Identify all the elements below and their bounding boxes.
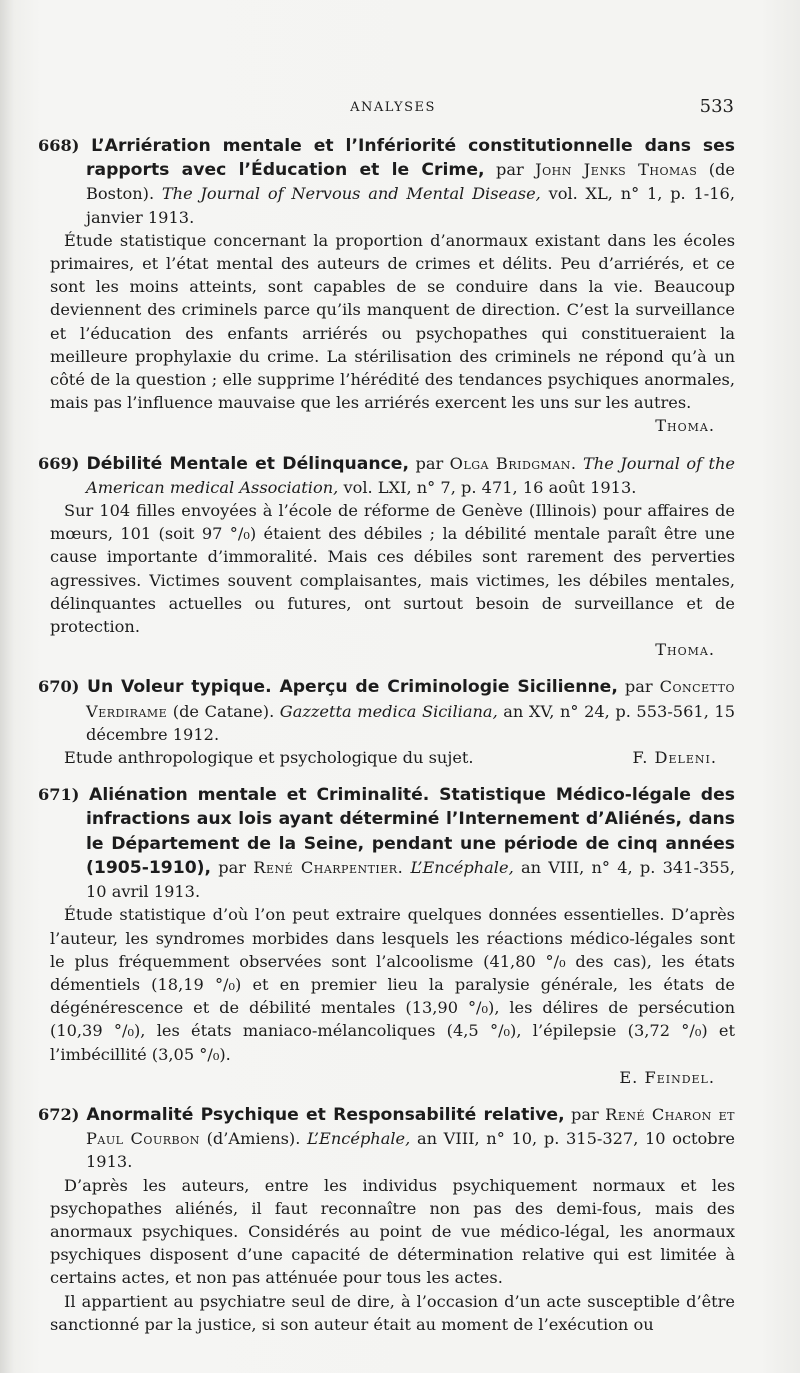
entry-body (50, 903, 735, 1065)
entry-citation: an XV, n° 24, p. 553-561, 15 décembre 1912. (86, 701, 735, 744)
entry-title: Un Voleur typique. Aperçu de Criminologie Sicilienne, (87, 677, 618, 698)
entry-body (50, 1174, 735, 1336)
entry-author: Concetto Verdirame (86, 677, 736, 721)
entry-journal: L’Encéphale, (410, 857, 514, 877)
entry-author: René Charpentier. (253, 857, 404, 877)
entry-title: Anormalité Psychique et Responsabilité relative, (86, 1104, 565, 1125)
entry-ref: (de Boston). (86, 160, 735, 204)
entry-paragraph: D’après les auteurs, entre les individus psychiquement normaux et les psychopathes aliénés, il faut reconnaître non pas des demi-fous, mais des anormaux psychiques. Considérés au point de vue médico-légal, les anormaux psychiques disposent d’une capacité de détermination relative qui est limitée à certains actes, et non pas atténuée pour tous les actes. (50, 1175, 735, 1288)
entry-672 (38, 1103, 735, 1336)
entry-heading (38, 452, 736, 499)
entry-title: L’Arriération mentale et l’Infériorité constitutionnelle dans ses rapports avec l’Éducation et le Crime, (86, 136, 735, 181)
entry-paragraph-text: Etude anthropologique et psychologique du sujet. (64, 748, 474, 768)
entry-citation: vol. LXI, n° 7, p. 471, 16 août 1913. (343, 477, 637, 497)
entry-number: 668) (38, 136, 80, 155)
entry-journal: The Journal of Nervous and Mental Disease, (161, 184, 541, 204)
entry-by: par (218, 857, 247, 877)
running-title: ANALYSES (350, 100, 436, 115)
entry-paragraph: Étude statistique d’où l’on peut extraire quelques données essentielles. D’après l’auteur, les syndromes morbides dans lesquels les réactions médico-légales sont le plus fréquemment observées sont l’alcoolisme (41,80 °/₀ des cas), les états démentiels (18,19 °/₀) et en premier lieu la paralysie générale, les états de dégénérescence et de débilité mentales (13,90 °/₀), les délires de persécution (10,39 °/₀), les états maniaco-mélancoliques (4,5 °/₀), l’épilepsie (3,72 °/₀) et l’imbécillité (3,05 °/₀). (50, 905, 735, 1064)
entry-author: Olga Bridgman. (449, 453, 577, 473)
entry-signature: Thoma. (655, 416, 715, 436)
entry-by: par (570, 1104, 599, 1124)
page-number: 533 (699, 96, 734, 117)
entry-signature: F. Deleni. (632, 748, 717, 768)
running-header (52, 98, 734, 120)
entry-author: John Jenks Thomas (535, 160, 698, 180)
entry-670 (38, 675, 736, 769)
entry-by: par (415, 453, 444, 473)
entry-signature: E. Feindel. (619, 1067, 715, 1087)
entry-by: par (495, 160, 524, 180)
entry-journal: Gazzetta medica Siciliana, (279, 701, 498, 721)
entry-ref: (de Catane). (172, 701, 275, 721)
entry-body (50, 499, 735, 638)
entry-paragraph: Étude statistique concernant la proportion d’anormaux existant dans les écoles primaires, et l’état mental des auteurs de crimes et délits. Peu d’arriérés, et ce sont les moins atteints, sont capables de se conduire dans la vie. Beaucoup deviennent des criminels parce qu’ils manquent de direction. C’est la surveillance et l’éducation des enfants arriérés ou psychopathes qui constitueraient la meilleure prophylaxie du crime. La stérilisation des criminels ne répond qu’à un côté de la question ; elle supprime l’hérédité des tendances psychiques anormales, mais pas l’influence mauvaise que les arriérés exercent les uns sur les autres. (50, 230, 735, 413)
entry-signature: Thoma. (655, 640, 715, 660)
entry-title: Débilité Mentale et Délinquance, (86, 453, 409, 474)
entry-title: Aliénation mentale et Criminalité. Statistique Médico-légale des infractions aux lois ayant déterminé l’Internement d’Aliénés, dans le Département de la Seine, pendant une période de cinq années (1905-1910), (86, 785, 735, 878)
entry-citation: an VIII, n° 10, p. 315-327, 10 octobre 1913. (86, 1129, 735, 1172)
entry-heading (38, 1103, 735, 1174)
entry-body (50, 746, 735, 769)
entry-number: 670) (38, 677, 80, 697)
entry-body (50, 229, 735, 415)
entry-ref: (d’Amiens). (206, 1129, 301, 1149)
entry-paragraph: Sur 104 filles envoyées à l’école de réforme de Genève (Illinois) pour affaires de mœurs, 101 (soit 97 °/₀) étaient des débiles ; la débilité mentale paraît être une cause importante d’immoralité. Mais ces débiles sont rarement des perverties agressives. Victimes souvent complaisantes, mais victimes, les débiles mentales, délinquantes actuelles ou futures, ont surtout besoin de surveillance et de protection. (50, 501, 735, 637)
entry-number: 669) (38, 453, 80, 473)
article-column (38, 134, 736, 1350)
entry-paragraph (50, 746, 735, 769)
entry-671 (38, 783, 735, 1089)
entry-heading (38, 675, 736, 746)
entry-journal: L’Encéphale, (307, 1129, 411, 1149)
entry-by: par (624, 677, 653, 697)
entry-paragraph: Il appartient au psychiatre seul de dire, à l’occasion d’un acte susceptible d’être sanctionné par la justice, si son auteur était au moment de l’exécution ou (50, 1291, 735, 1334)
entry-journal: The Journal of the American medical Association, (86, 453, 736, 497)
entry-number: 672) (38, 1104, 80, 1124)
entry-669 (38, 452, 736, 662)
entry-citation: vol. XL, n° 1, p. 1-16, janvier 1913. (86, 184, 735, 227)
entry-author: René Charon et Paul Courbon (86, 1104, 735, 1149)
entry-heading (38, 783, 735, 903)
entry-heading (38, 134, 735, 229)
entry-citation: an VIII, n° 4, p. 341-355, 10 avril 1913. (86, 857, 735, 902)
entry-number: 671) (38, 785, 80, 805)
entry-668 (38, 134, 735, 438)
